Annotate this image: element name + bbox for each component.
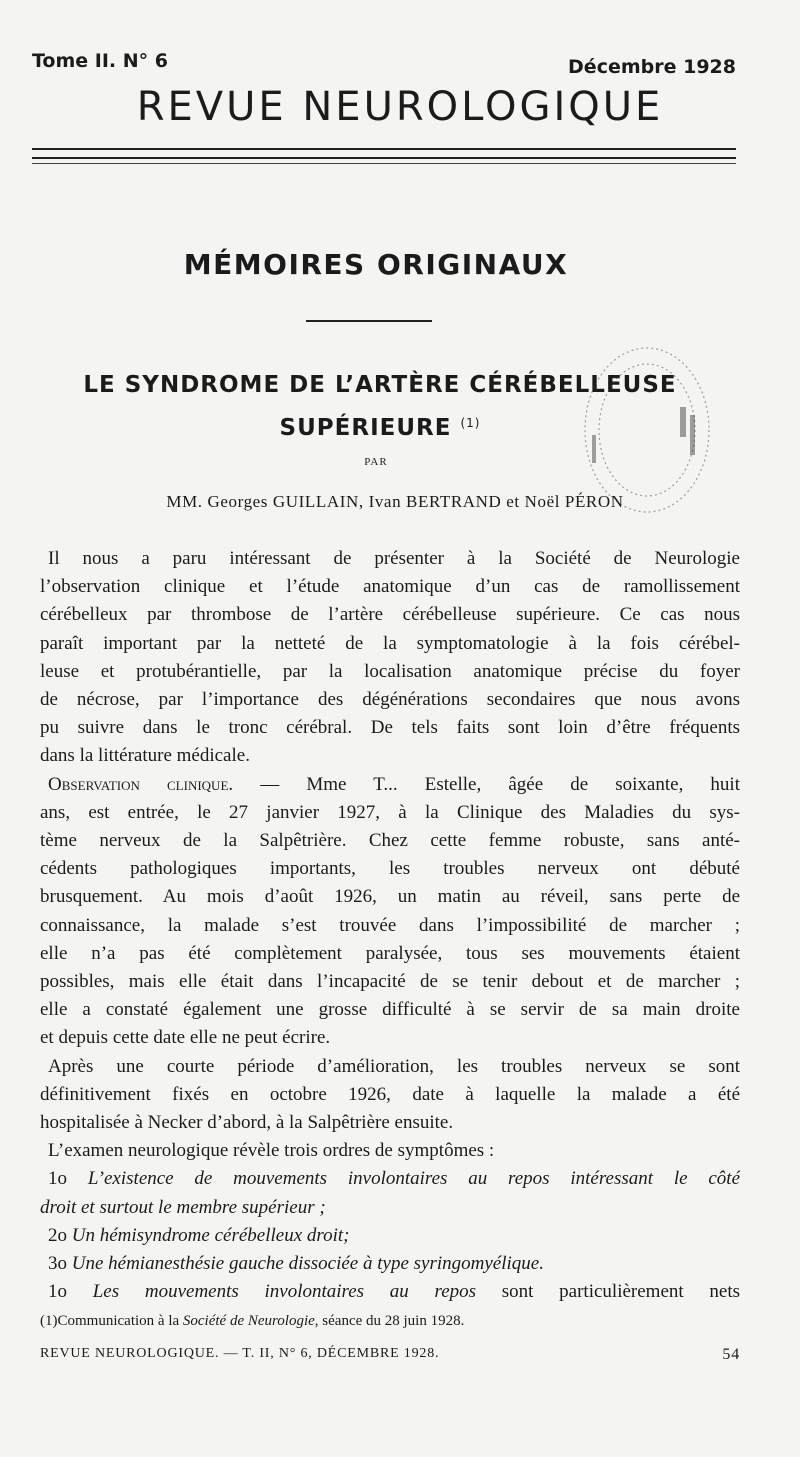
list-number: 2o bbox=[48, 1224, 67, 1246]
text-line: cérébelleux par thrombose de l’artère cérébelleuse supérieure. Ce cas nous bbox=[40, 604, 740, 626]
journal-title: REVUE NEUROLOGIQUE bbox=[136, 84, 664, 130]
text-line: Après une courte période d’amélioration, les troubles nerveux se sont bbox=[48, 1055, 740, 1077]
byline-par: PAR bbox=[364, 456, 388, 468]
text-run: sont particulièrement nets bbox=[476, 1281, 740, 1303]
list-number: 1o bbox=[48, 1168, 67, 1190]
text-line: ans, est entrée, le 27 janvier 1927, à la Clinique des Maladies du sys- bbox=[40, 801, 740, 823]
text-line: l’observation clinique et l’étude anatomique d’un cas de ramollissement bbox=[40, 576, 740, 598]
text-line bbox=[40, 1194, 740, 1222]
section-divider bbox=[306, 320, 432, 322]
symptom-list bbox=[40, 1165, 740, 1306]
text-line bbox=[40, 771, 740, 799]
header-rule bbox=[32, 148, 736, 150]
article-title-line: LE SYNDROME DE L’ARTÈRE CÉRÉBELLEUSE bbox=[83, 372, 677, 398]
text-line: Il nous a paru intéressant de présenter à la Société de Neurologie bbox=[48, 548, 740, 569]
text-line: elle a constaté également une grosse difficulté à se servir de sa main droite bbox=[40, 999, 740, 1021]
authors: MM. Georges GUILLAIN, Ivan BERTRAND et Noël PÉRON bbox=[166, 492, 624, 511]
paragraph bbox=[40, 1053, 740, 1138]
text-line: leuse et protubérantielle, par la localisation anatomique précise du foyer bbox=[40, 660, 740, 682]
text-line: hospitalisée à Necker d’abord, à la Salpêtrière ensuite. bbox=[40, 1112, 454, 1134]
article-body bbox=[40, 545, 740, 1306]
header-rule bbox=[32, 157, 736, 159]
text-line: possibles, mais elle était dans l’incapacité de se tenir debout et de marcher ; bbox=[40, 971, 740, 993]
article-title-line2: SUPÉRIEURE bbox=[279, 415, 452, 441]
text-run: — Mme T... Estelle, âgée de soixante, huit bbox=[233, 773, 740, 795]
list-item bbox=[40, 1165, 740, 1193]
text-run: droit et surtout le membre supérieur ; bbox=[40, 1196, 326, 1218]
library-stamp bbox=[572, 335, 722, 530]
text-line: elle n’a pas été complètement paralysée, tous ses mouvements étaient bbox=[40, 942, 740, 964]
text-line: tème nerveux de la Salpêtrière. Chez cette femme robuste, sans anté- bbox=[40, 830, 740, 852]
text-run: Une hémianesthésie gauche dissociée à type syringomyélique. bbox=[71, 1253, 544, 1275]
running-footer: REVUE NEUROLOGIQUE. — T. II, N° 6, DÉCEMBRE 1928. bbox=[40, 1346, 440, 1361]
text-line: brusquement. Au mois d’août 1926, un matin au réveil, sans perte de bbox=[40, 886, 740, 908]
observation-heading: Observation clinique. bbox=[48, 773, 234, 795]
list-number: 1o bbox=[48, 1281, 67, 1303]
text-run: Les mouvements involontaires au repos bbox=[92, 1281, 477, 1303]
section-title: MÉMOIRES ORIGINAUX bbox=[183, 248, 569, 281]
text-line: et depuis cette date elle ne peut écrire. bbox=[40, 1027, 331, 1049]
text-line: paraît important par la netteté de la symptomatologie à la fois cérébel- bbox=[40, 632, 740, 654]
footnote-text: Communication à la bbox=[57, 1313, 183, 1329]
text-line: dans la littérature médicale. bbox=[40, 745, 250, 767]
text-line: connaissance, la malade s’est trouvée dans l’impossibilité de marcher ; bbox=[40, 914, 740, 936]
list-item bbox=[40, 1278, 740, 1306]
footnote-text: , séance du 28 juin 1928. bbox=[314, 1313, 465, 1329]
text-run: Un hémisyndrome cérébelleux droit; bbox=[71, 1224, 350, 1246]
text-line: de nécrose, par l’importance des dégénérations secondaires que nous avons bbox=[40, 689, 740, 711]
footnote-ref: (1) bbox=[460, 416, 481, 430]
text-line: pu suivre dans le tronc cérébral. De tels faits sont loin d’être fréquents bbox=[40, 717, 740, 739]
footnote bbox=[40, 1313, 740, 1330]
header-rule bbox=[32, 163, 736, 164]
list-item bbox=[40, 1250, 740, 1278]
footnote-society: Société de Neurologie bbox=[182, 1313, 315, 1329]
text-line: cédents pathologiques importants, les troubles nerveux ont débuté bbox=[40, 858, 740, 880]
list-number: 3o bbox=[48, 1253, 67, 1275]
paragraph bbox=[40, 771, 740, 1053]
footnote-mark: (1) bbox=[40, 1313, 58, 1329]
text-run: L’existence de mouvements involontaires au repos intéressant le côté bbox=[87, 1168, 740, 1190]
issue-number: Tome II. N° 6 bbox=[32, 50, 168, 72]
page-number: 54 bbox=[722, 1346, 740, 1363]
issue-date: Décembre 1928 bbox=[568, 56, 736, 78]
text-line: L’examen neurologique révèle trois ordres de symptômes : bbox=[48, 1140, 495, 1162]
issue-header bbox=[32, 50, 736, 82]
text-line: définitivement fixés en octobre 1926, date à laquelle la malade a été bbox=[40, 1083, 740, 1105]
paragraph bbox=[40, 545, 740, 771]
paragraph bbox=[40, 1137, 740, 1165]
page-footer bbox=[40, 1346, 740, 1362]
list-item bbox=[40, 1222, 740, 1250]
